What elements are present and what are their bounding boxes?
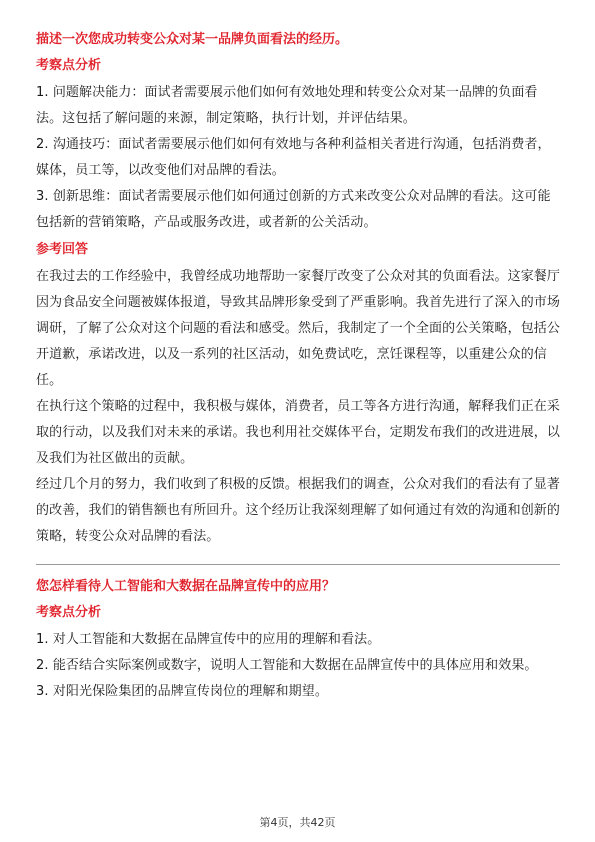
answer-paragraph-1: 在我过去的工作经验中，我曾经成功地帮助一家餐厅改变了公众对其的负面看法。这家餐厅因为食品安全问题被媒体报道，导致其品牌形象受到了严重影响。我首先进行了深入的市场调研，了解了公众对这个问题的看法和感受。然后，我制定了一个全面的公关策略，包括公开道歉，承诺改进，以及一系列的社区活动，如免费试吃，烹饪课程等，以重建公众的信任。 bbox=[36, 269, 561, 388]
document-page bbox=[36, 30, 560, 705]
analysis-item-2-3: 3. 对阳光保险集团的品牌宣传岗位的理解和期望。 bbox=[36, 684, 328, 699]
analysis-item-1-1: 1. 问题解决能力：面试者需要展示他们如何有效地处理和转变公众对某一品牌的负面看法。这包括了解问题的来源，制定策略，执行计划，并评估结果。 bbox=[36, 85, 538, 126]
page-number: 第4页，共42页 bbox=[259, 816, 336, 829]
question-title-2: 您怎样看待人工智能和大数据在品牌宣传中的应用？ bbox=[36, 579, 336, 594]
section-divider bbox=[36, 564, 560, 565]
analysis-item-1-2: 2. 沟通技巧：面试者需要展示他们如何有效地与各种利益相关者进行沟通，包括消费者，媒体，员工等，以改变他们对品牌的看法。 bbox=[36, 137, 551, 178]
answer-heading-1: 参考回答 bbox=[36, 242, 89, 257]
analysis-heading-2: 考察点分析 bbox=[36, 605, 102, 620]
question-title-1: 描述一次您成功转变公众对某一品牌负面看法的经历。 bbox=[36, 32, 349, 47]
analysis-heading-1: 考察点分析 bbox=[36, 58, 102, 73]
analysis-item-2-2: 2. 能否结合实际案例或数字，说明人工智能和大数据在品牌宣传中的具体应用和效果。 bbox=[36, 658, 538, 673]
answer-paragraph-3: 经过几个月的努力，我们收到了积极的反馈。根据我们的调查，公众对我们的看法有了显著的改善，我们的销售额也有所回升。这个经历让我深刻理解了如何通过有效的沟通和创新的策略，转变公众对品牌的看法。 bbox=[36, 477, 561, 544]
analysis-item-1-3: 3. 创新思维：面试者需要展示他们如何通过创新的方式来改变公众对品牌的看法。这可能包括新的营销策略，产品或服务改进，或者新的公关活动。 bbox=[36, 189, 551, 230]
analysis-item-2-1: 1. 对人工智能和大数据在品牌宣传中的应用的理解和看法。 bbox=[36, 632, 381, 647]
answer-paragraph-2: 在执行这个策略的过程中，我积极与媒体，消费者，员工等各方进行沟通，解释我们正在采取的行动，以及我们对未来的承诺。我也利用社交媒体平台，定期发布我们的改进进展，以及我们为社区做出的贡献。 bbox=[36, 399, 561, 466]
